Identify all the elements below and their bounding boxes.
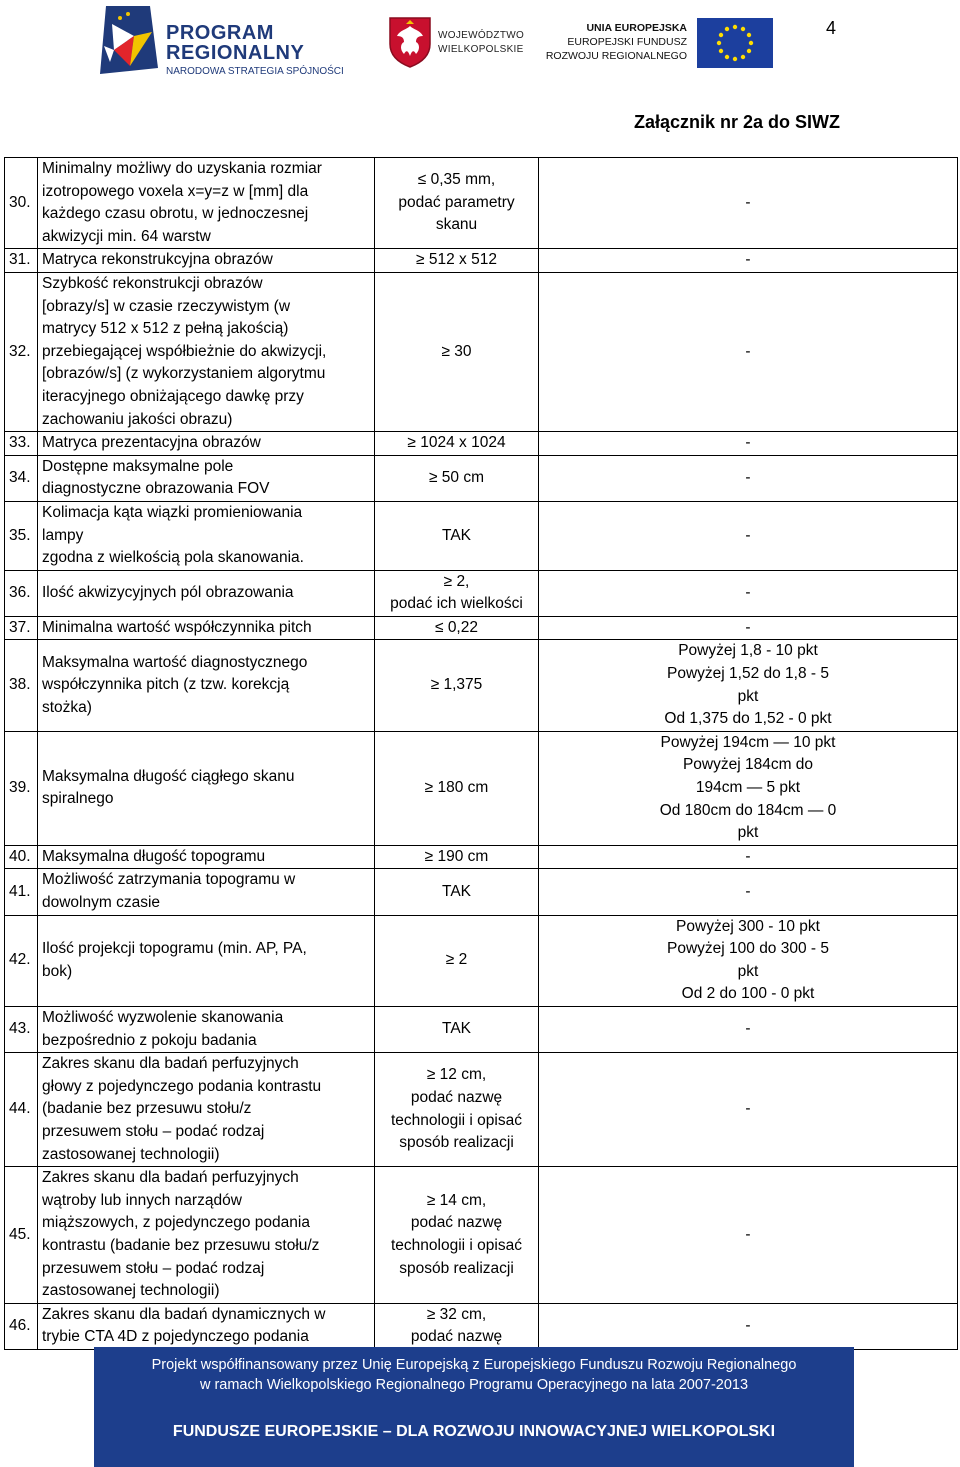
row-number-line: 36. — [9, 583, 31, 601]
row-description-line: Dostępne maksymalne pole — [42, 457, 234, 475]
row-points — [539, 158, 958, 249]
row-requirement-line: podać nazwę — [410, 1089, 503, 1107]
row-number — [5, 915, 38, 1006]
row-description — [38, 869, 375, 915]
row-description — [38, 272, 375, 431]
row-points-line: - — [745, 1100, 751, 1118]
table-row — [5, 1006, 958, 1052]
row-description — [38, 616, 375, 640]
row-description-line: kontrastu (badanie bez przesuwu stołu/z — [42, 1236, 320, 1254]
row-points-line: Powyżej 1,52 do 1,8 - 5 — [667, 665, 829, 683]
row-number — [5, 158, 38, 249]
row-number-line: 34. — [9, 469, 31, 487]
row-description-line: zastosowanej technologii) — [42, 1145, 220, 1163]
row-description-line: Zakres skanu dla badań perfuzyjnych — [42, 1169, 299, 1187]
row-requirement — [375, 432, 539, 456]
table-row — [5, 731, 958, 845]
table-row — [5, 869, 958, 915]
footer-banner — [94, 1347, 854, 1467]
row-requirement-line: TAK — [442, 526, 471, 544]
row-description-line: Matryca prezentacyjna obrazów — [42, 434, 261, 452]
row-requirement — [375, 616, 539, 640]
row-requirement-line: ≥ 180 cm — [424, 779, 489, 797]
row-description — [38, 570, 375, 616]
row-description-line: Maksymalna długość ciągłego skanu — [42, 767, 295, 785]
row-requirement — [375, 869, 539, 915]
row-requirement-line: ≤ 0,22 — [435, 618, 478, 636]
page-number: 4 — [826, 18, 837, 38]
row-requirement-line: podać nazwę — [410, 1214, 503, 1232]
eu-line1: UNIA EUROPEJSKA — [586, 22, 687, 34]
row-points — [539, 845, 958, 869]
row-description-line: zachowaniu jakości obrazu) — [42, 410, 233, 428]
row-requirement-line: ≥ 50 cm — [428, 469, 485, 487]
row-number — [5, 845, 38, 869]
specification-table — [4, 157, 958, 1350]
row-points — [539, 432, 958, 456]
row-requirement — [375, 249, 539, 273]
row-requirement-line: ≥ 1024 x 1024 — [407, 434, 506, 452]
row-number-line: 39. — [9, 779, 31, 797]
row-requirement-line: ≥ 2, — [443, 572, 470, 590]
row-requirement-line: ≥ 12 cm, — [426, 1066, 487, 1084]
row-points-line: - — [745, 847, 751, 865]
row-points — [539, 249, 958, 273]
program-title-line2: REGIONALNY — [166, 42, 305, 64]
row-description — [38, 1006, 375, 1052]
eu-line3: ROZWOJU REGIONALNEGO — [545, 50, 687, 62]
table-row — [5, 501, 958, 570]
voivodeship-line2: WIELKOPOLSKIE — [438, 44, 524, 55]
row-number — [5, 432, 38, 456]
row-points-line: - — [745, 618, 751, 636]
row-number-line: 42. — [9, 951, 31, 969]
row-points-line: Powyżej 184cm do — [682, 756, 814, 774]
row-points — [539, 272, 958, 431]
row-points-line: pkt — [737, 824, 759, 842]
table-row — [5, 640, 958, 731]
row-description-line: każdego czasu obrotu, w jednoczesnej — [42, 205, 309, 223]
row-points-line: Powyżej 100 do 300 - 5 — [667, 940, 829, 958]
row-number — [5, 1167, 38, 1304]
row-description — [38, 640, 375, 731]
row-description-line: lampy — [42, 526, 84, 544]
row-number-line: 46. — [9, 1316, 31, 1334]
row-requirement — [375, 272, 539, 431]
row-description-line: przesuwem stołu – podać rodzaj — [42, 1122, 265, 1140]
row-requirement — [375, 1006, 539, 1052]
row-number — [5, 1053, 38, 1167]
row-description-line: matrycy 512 x 512 z pełną jakością) — [42, 320, 289, 338]
table-row — [5, 616, 958, 640]
row-points-line: Powyżej 194cm — 10 pkt — [660, 733, 836, 751]
row-requirement-line: sposób realizacji — [399, 1259, 514, 1277]
row-points — [539, 455, 958, 501]
row-description-line: stożka) — [42, 698, 92, 716]
row-description — [38, 915, 375, 1006]
row-number — [5, 640, 38, 731]
row-description-line: Minimalna wartość współczynnika pitch — [42, 618, 312, 636]
row-requirement-line: podać parametry — [398, 193, 515, 211]
row-points-line: - — [745, 1225, 751, 1243]
row-number-line: 30. — [9, 193, 31, 211]
row-description-line: miąższowych, z pojedynczego podania — [42, 1214, 310, 1232]
row-points-line: Powyżej 1,8 - 10 pkt — [678, 642, 818, 660]
table-row — [5, 915, 958, 1006]
table-row — [5, 249, 958, 273]
row-description-line: Możliwość wyzwolenie skanowania — [42, 1008, 284, 1026]
row-points-line: - — [745, 251, 751, 269]
specification-table-body — [5, 158, 958, 1350]
program-subtitle: NARODOWA STRATEGIA SPÓJNOŚCI — [166, 66, 344, 77]
row-description-line: Ilość akwizycyjnych pól obrazowania — [42, 583, 294, 601]
row-number — [5, 501, 38, 570]
row-number-line: 41. — [9, 882, 31, 900]
row-description-line: [obrazów/s] (z wykorzystaniem algorytmu — [42, 365, 326, 383]
row-description-line: akwizycji min. 64 warstw — [42, 227, 211, 245]
row-description-line: zgodna z wielkością pola skanowania. — [42, 549, 304, 567]
row-points-line: - — [745, 193, 751, 211]
row-points-line: - — [745, 882, 751, 900]
row-description — [38, 249, 375, 273]
table-row — [5, 845, 958, 869]
row-points — [539, 501, 958, 570]
row-requirement-line: ≥ 30 — [441, 342, 472, 360]
row-points-line: Od 1,375 do 1,52 - 0 pkt — [664, 710, 832, 728]
row-description-line: (badanie bez przesuwu stołu/z — [42, 1100, 252, 1118]
row-number-line: 43. — [9, 1020, 31, 1038]
row-number — [5, 1006, 38, 1052]
row-description-line: przesuwem stołu – podać rodzaj — [42, 1259, 265, 1277]
row-requirement-line: ≥ 1,375 — [430, 676, 483, 694]
program-regionalny-mark-icon — [100, 6, 160, 74]
row-requirement-line: ≥ 190 cm — [424, 847, 489, 865]
row-description-line: diagnostyczne obrazowania FOV — [42, 480, 270, 498]
row-description-line: bok) — [42, 962, 73, 980]
row-number-line: 33. — [9, 434, 31, 452]
row-requirement-line: ≥ 2 — [445, 951, 468, 969]
row-requirement — [375, 501, 539, 570]
row-requirement — [375, 455, 539, 501]
row-requirement — [375, 158, 539, 249]
row-description-line: zastosowanej technologii) — [42, 1282, 220, 1300]
row-requirement-line: podać ich wielkości — [390, 595, 523, 613]
row-number — [5, 869, 38, 915]
row-description-line: Matryca rekonstrukcyjna obrazów — [42, 251, 273, 269]
footer-slogan: FUNDUSZE EUROPEJSKIE – DLA ROZWOJU INNOWACYJNEJ WIELKOPOLSKI — [172, 1423, 776, 1440]
row-description — [38, 501, 375, 570]
row-number-line: 45. — [9, 1225, 31, 1243]
row-description-line: spiralnego — [42, 790, 114, 808]
row-number-line: 40. — [9, 847, 31, 865]
row-description-line: Maksymalna długość topogramu — [42, 847, 266, 865]
row-requirement-line: podać nazwę — [410, 1328, 503, 1346]
row-requirement — [375, 915, 539, 1006]
row-description-line: głowy z pojedynczego podania kontrastu — [42, 1077, 322, 1095]
row-points — [539, 731, 958, 845]
table-row — [5, 1303, 958, 1349]
row-description-line: Ilość projekcji topogramu (min. AP, PA, — [42, 940, 307, 958]
footer-line1: Projekt współfinansowany przez Unię Europejską z Europejskiego Funduszu Rozwoju Regionalnego — [151, 1357, 797, 1373]
eu-line2: EUROPEJSKI FUNDUSZ — [567, 36, 687, 48]
row-number — [5, 272, 38, 431]
row-number-line: 38. — [9, 676, 31, 694]
table-row — [5, 432, 958, 456]
row-number — [5, 1303, 38, 1349]
row-requirement-line: ≥ 512 x 512 — [416, 251, 497, 269]
table-row — [5, 158, 958, 249]
row-requirement — [375, 570, 539, 616]
row-points — [539, 915, 958, 1006]
row-points — [539, 869, 958, 915]
row-points — [539, 1303, 958, 1349]
row-number-line: 32. — [9, 342, 31, 360]
footer-line2: w ramach Wielkopolskiego Regionalnego Programu Operacyjnego na lata 2007-2013 — [199, 1377, 749, 1393]
row-number-line: 44. — [9, 1100, 31, 1118]
row-description-line: Maksymalna wartość diagnostycznego — [42, 653, 308, 671]
row-description — [38, 845, 375, 869]
row-requirement-line: TAK — [442, 882, 471, 900]
row-points-line: Od 180cm do 184cm — 0 — [659, 801, 837, 819]
row-number-line: 31. — [9, 251, 31, 269]
row-points-line: - — [745, 342, 751, 360]
row-points — [539, 640, 958, 731]
row-requirement-line: TAK — [442, 1020, 471, 1038]
row-description-line: Zakres skanu dla badań dynamicznych w — [42, 1305, 326, 1323]
table-row — [5, 272, 958, 431]
row-number — [5, 249, 38, 273]
row-points-line: - — [745, 469, 751, 487]
voivodeship-line1: WOJEWÓDZTWO — [438, 30, 525, 41]
row-description-line: Szybkość rekonstrukcji obrazów — [42, 274, 263, 292]
row-requirement-line: technologii i opisać — [391, 1236, 522, 1254]
row-requirement — [375, 1303, 539, 1349]
row-description-line: Minimalny możliwy do uzyskania rozmiar — [42, 160, 322, 177]
row-description-line: [obrazy/s] w czasie rzeczywistym (w — [42, 297, 291, 315]
row-requirement-line: ≥ 14 cm, — [426, 1191, 487, 1209]
row-points-line: - — [745, 526, 751, 544]
page-header — [0, 0, 960, 80]
row-description-line: Zakres skanu dla badań perfuzyjnych — [42, 1055, 299, 1073]
row-description-line: izotropowego voxela x=y=z w [mm] dla — [42, 182, 309, 200]
row-requirement — [375, 1053, 539, 1167]
row-points-line: - — [745, 583, 751, 601]
table-row — [5, 455, 958, 501]
row-requirement-line: ≥ 32 cm, — [426, 1305, 487, 1323]
table-row — [5, 1167, 958, 1304]
table-row — [5, 570, 958, 616]
row-description — [38, 158, 375, 249]
row-description-line: dowolnym czasie — [42, 894, 161, 911]
row-requirement-line: sposób realizacji — [399, 1134, 514, 1152]
row-points — [539, 570, 958, 616]
row-description-line: bezpośrednio z pokoju badania — [42, 1031, 257, 1049]
program-title-line1: PROGRAM — [166, 22, 274, 44]
row-points — [539, 1053, 958, 1167]
eu-flag-icon — [697, 18, 773, 68]
row-number-line: 37. — [9, 618, 31, 636]
row-description — [38, 432, 375, 456]
row-number — [5, 731, 38, 845]
eu-logo — [545, 18, 775, 70]
row-points-line: 194cm — 5 pkt — [695, 779, 801, 797]
eagle-shield-icon — [388, 16, 432, 68]
row-requirement-line: skanu — [435, 216, 478, 234]
row-description — [38, 1053, 375, 1167]
row-description — [38, 1167, 375, 1304]
row-description-line: współczynnika pitch (z tzw. korekcją — [42, 676, 290, 694]
row-requirement — [375, 640, 539, 731]
row-points-line: Od 2 do 100 - 0 pkt — [681, 985, 815, 1003]
row-description-line: przebiegającej współbieżnie do akwizycji, — [42, 342, 327, 360]
table-row — [5, 1053, 958, 1167]
row-points-line: pkt — [737, 962, 759, 980]
row-requirement-line: ≤ 0,35 mm, — [417, 171, 496, 189]
row-number-line: 35. — [9, 526, 31, 544]
row-points — [539, 1006, 958, 1052]
program-regionalny-logo — [100, 6, 345, 78]
row-description — [38, 731, 375, 845]
row-points-line: pkt — [737, 687, 759, 705]
row-description — [38, 455, 375, 501]
row-description-line: trybie CTA 4D z pojedynczego podania — [42, 1328, 309, 1346]
row-points — [539, 616, 958, 640]
row-requirement — [375, 1167, 539, 1304]
row-points — [539, 1167, 958, 1304]
row-description-line: Kolimacja kąta wiązki promieniowania — [42, 503, 303, 521]
row-points-line: - — [745, 1316, 751, 1334]
row-number — [5, 616, 38, 640]
row-number — [5, 570, 38, 616]
row-description — [38, 1303, 375, 1349]
row-requirement — [375, 845, 539, 869]
annex-title: Załącznik nr 2a do SIWZ — [633, 112, 840, 132]
row-description-line: wątroby lub innych narządów — [42, 1191, 242, 1209]
wielkopolska-logo — [388, 16, 548, 68]
row-description-line: iteracyjnego obniżającego dawkę przy — [42, 387, 304, 405]
row-points-line: - — [745, 1020, 751, 1038]
row-description-line: Możliwość zatrzymania topogramu w — [42, 871, 296, 889]
row-points-line: Powyżej 300 - 10 pkt — [676, 917, 820, 935]
row-requirement-line: technologii i opisać — [391, 1111, 522, 1129]
row-number — [5, 455, 38, 501]
row-requirement — [375, 731, 539, 845]
row-points-line: - — [745, 434, 751, 452]
